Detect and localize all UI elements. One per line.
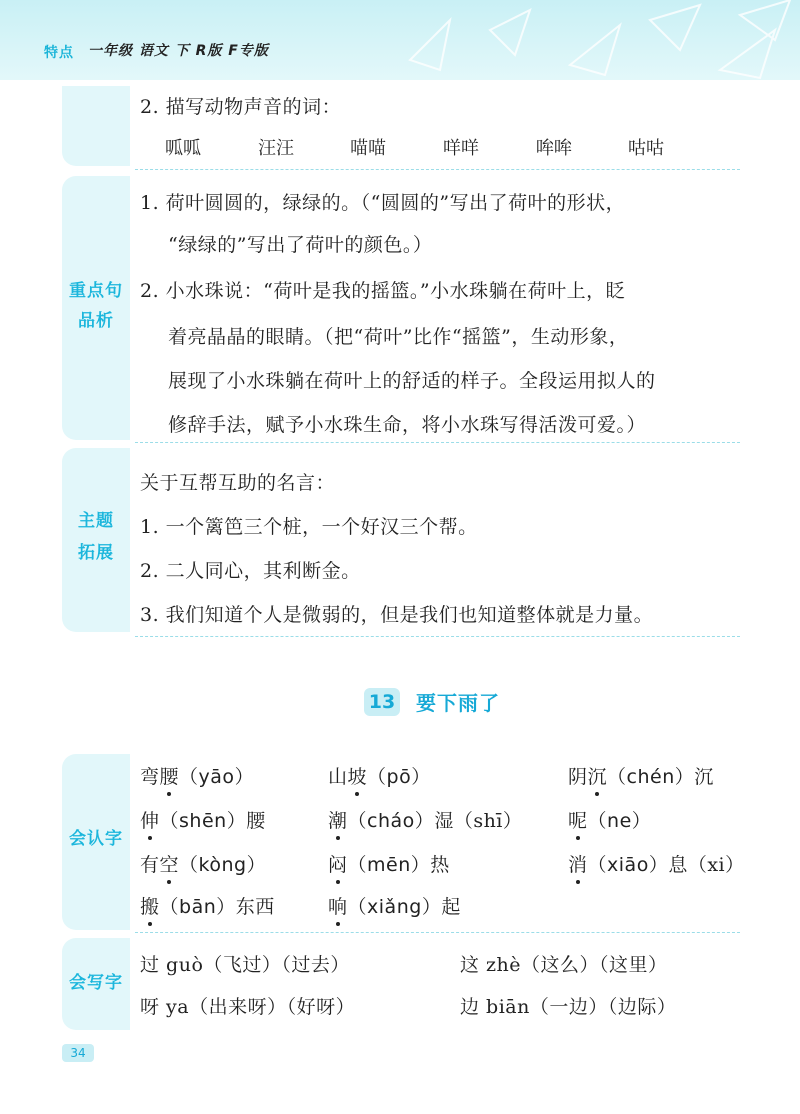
- tab-label: 主题: [78, 511, 114, 531]
- write-item: 这 zhè（这么）（这里）: [460, 954, 668, 976]
- pinyin: yāo: [198, 766, 235, 788]
- char-plain: 弯: [140, 766, 160, 788]
- paren: （: [587, 854, 608, 876]
- paren: ）: [410, 854, 431, 876]
- sentence-line: 2. 小水珠说：“荷叶是我的摇篮。”小水珠躺在荷叶上，眨: [140, 280, 626, 302]
- animal-word: 哞哞: [536, 138, 572, 159]
- paren: ）: [414, 810, 435, 832]
- write-item: 边 biān（一边）（边际）: [460, 996, 677, 1018]
- char-emphasized: 响: [328, 892, 348, 919]
- lesson-title: 要下雨了: [416, 691, 500, 715]
- theme-line: 3. 我们知道个人是微弱的，但是我们也知道整体就是力量。: [140, 604, 654, 626]
- tab-label: 品析: [78, 311, 114, 331]
- paren: （: [347, 854, 368, 876]
- recognize-item: [328, 892, 461, 919]
- tab-label: 会认字: [69, 829, 123, 849]
- paren: （: [367, 766, 387, 788]
- paren: ）: [421, 896, 442, 918]
- divider: [135, 442, 740, 443]
- page-header: [0, 0, 800, 80]
- sentence-line: 着亮晶晶的眼睛。（把“荷叶”比作“摇篮”，生动形象，: [168, 326, 629, 348]
- recognize-item: [568, 850, 745, 877]
- paren: （: [607, 766, 627, 788]
- write-item: 过 guò（飞过）（过去）: [140, 954, 350, 976]
- char-emphasized: 闷: [328, 850, 348, 877]
- char-plain: 息（xi）: [668, 854, 745, 876]
- char-emphasized: 搬: [140, 892, 160, 919]
- animal-word: 汪汪: [258, 138, 294, 159]
- pinyin: xiāo: [607, 854, 649, 876]
- char-plain: 有: [140, 854, 160, 876]
- theme-line: 关于互帮互助的名言：: [140, 472, 336, 494]
- pinyin: bān: [179, 896, 217, 918]
- paren: ）: [648, 854, 669, 876]
- char-emphasized: 沉: [588, 762, 608, 789]
- pinyin: cháo: [367, 810, 415, 832]
- recognize-item: [328, 850, 450, 877]
- paren: ）: [411, 766, 431, 788]
- pinyin: ne: [607, 810, 632, 832]
- paren: （: [179, 854, 199, 876]
- divider: [135, 932, 740, 933]
- book-title: 一年级 语文 下 R版 F专版: [88, 43, 269, 59]
- char-emphasized: 潮: [328, 806, 348, 833]
- tab-write: [62, 938, 130, 1030]
- char-plain: 山: [328, 766, 348, 788]
- animal-words-heading: 2. 描写动物声音的词：: [140, 96, 342, 118]
- theme-line: 1. 一个篱笆三个桩，一个好汉三个帮。: [140, 516, 478, 538]
- sentence-line: “绿绿的”写出了荷叶的颜色。）: [168, 234, 433, 256]
- paren: （: [587, 810, 608, 832]
- recognize-item: [328, 762, 431, 789]
- paper-plane-pattern-icon: [380, 0, 800, 80]
- char-emphasized: 伸: [140, 806, 160, 833]
- recognize-item: [140, 806, 266, 833]
- paren: ）: [631, 810, 652, 832]
- tab-label: 会写字: [69, 973, 123, 993]
- char-plain: 湿（shī）: [434, 810, 523, 832]
- char-plain: 热: [430, 854, 450, 876]
- theme-line: 2. 二人同心，其利断金。: [140, 560, 361, 582]
- recognize-item: [140, 892, 275, 919]
- recognize-item: [140, 850, 266, 877]
- write-item: 呀 ya（出来呀）（好呀）: [140, 996, 356, 1018]
- animal-word: 喵喵: [350, 138, 386, 159]
- pinyin: shēn: [179, 810, 227, 832]
- char-emphasized: 空: [160, 850, 180, 877]
- tab-label: 重点句: [69, 281, 123, 301]
- sentence-line: 1. 荷叶圆圆的，绿绿的。（“圆圆的”写出了荷叶的形状，: [140, 192, 626, 214]
- pinyin: pō: [386, 766, 412, 788]
- lesson-number-badge: 13: [364, 688, 400, 716]
- brand-logo: 特点: [44, 45, 74, 61]
- page-number: 34: [62, 1044, 94, 1062]
- tab-label: 拓展: [78, 543, 114, 563]
- paren: （: [159, 810, 180, 832]
- char-emphasized: 坡: [348, 762, 368, 789]
- animal-word: 呱呱: [165, 138, 201, 159]
- paren: （: [159, 896, 180, 918]
- char-plain: 起: [441, 896, 461, 918]
- tab-animal-words: [62, 86, 130, 166]
- paren: ）: [226, 810, 247, 832]
- char-emphasized: 腰: [160, 762, 180, 789]
- pinyin: chén: [626, 766, 675, 788]
- char-plain: 沉: [694, 766, 714, 788]
- pinyin: mēn: [367, 854, 411, 876]
- sentence-line: 修辞手法，赋予小水珠生命，将小水珠写得活泼可爱。）: [168, 414, 647, 436]
- char-plain: 阴: [568, 766, 588, 788]
- char-plain: 腰: [246, 810, 266, 832]
- recognize-item: [328, 806, 522, 833]
- paren: （: [179, 766, 199, 788]
- tab-theme: [62, 448, 130, 632]
- recognize-item: [140, 762, 254, 789]
- char-emphasized: 呢: [568, 806, 588, 833]
- animal-word: 咩咩: [443, 138, 479, 159]
- divider: [135, 169, 740, 170]
- recognize-item: [568, 806, 651, 833]
- paren: ）: [674, 766, 695, 788]
- divider: [135, 636, 740, 637]
- paren: ）: [234, 766, 255, 788]
- recognize-item: [568, 762, 714, 789]
- paren: ）: [216, 896, 236, 918]
- animal-word: 咕咕: [628, 138, 664, 159]
- tab-key-sentences: [62, 176, 130, 440]
- paren: ）: [246, 854, 267, 876]
- char-emphasized: 消: [568, 850, 588, 877]
- paren: （: [347, 810, 368, 832]
- pinyin: kòng: [198, 854, 247, 876]
- pinyin: xiǎng: [367, 896, 422, 918]
- tab-recognize: [62, 754, 130, 930]
- char-plain: 东西: [235, 896, 275, 918]
- sentence-line: 展现了小水珠躺在荷叶上的舒适的样子。全段运用拟人的: [168, 370, 656, 392]
- paren: （: [347, 896, 368, 918]
